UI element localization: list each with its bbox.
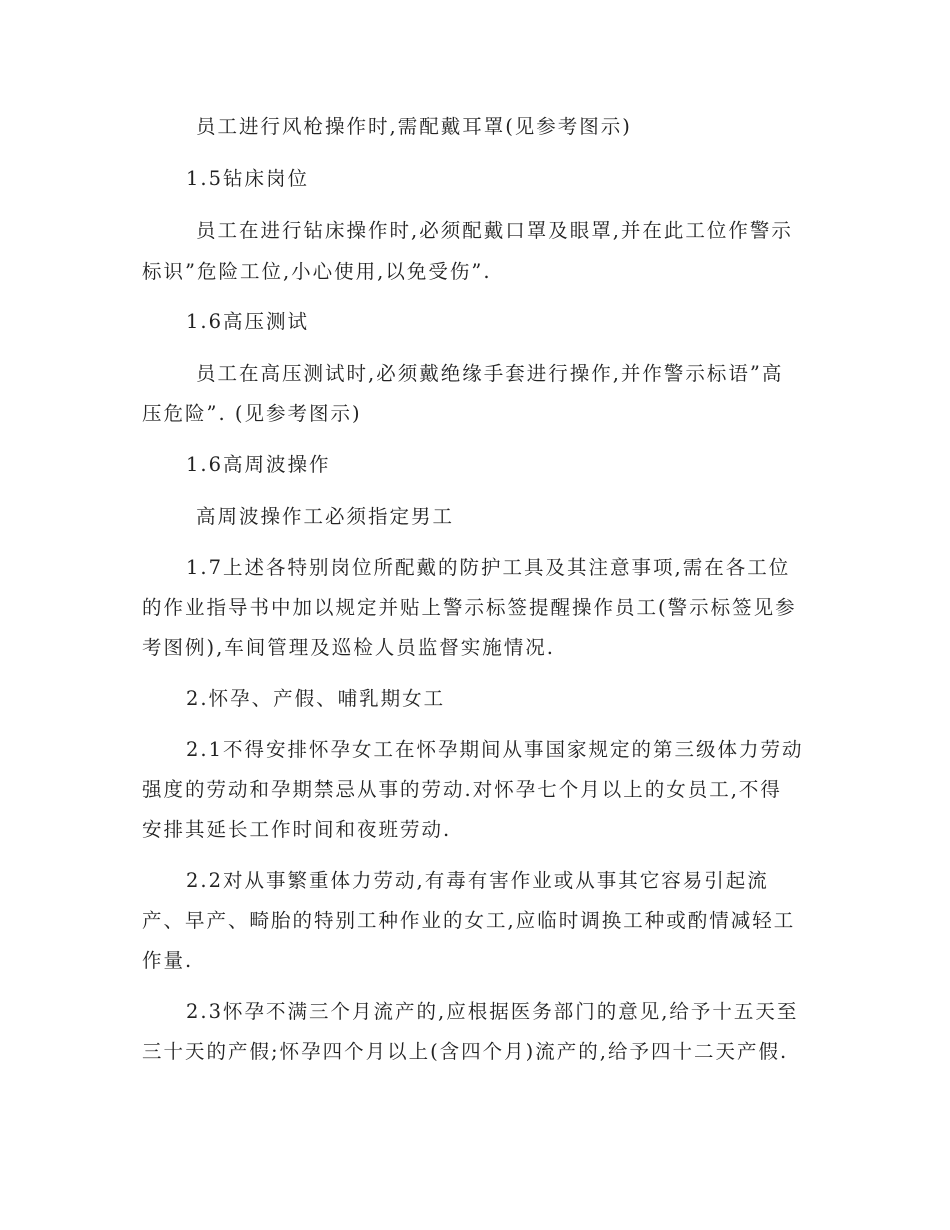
- paragraph-line: 员工进行风枪操作时,需配戴耳罩(见参考图示): [196, 115, 632, 138]
- section-heading-1-6b: 1.6高周波操作: [186, 453, 331, 476]
- paragraph-line: 安排其延长工作时间和夜班劳动.: [142, 818, 452, 841]
- paragraph-line: 压危险”. (见参考图示): [142, 402, 362, 425]
- paragraph-line: 员工在高压测试时,必须戴绝缘手套进行操作,并作警示标语”高: [196, 362, 784, 385]
- paragraph-line: 员工在进行钻床操作时,必须配戴口罩及眼罩,并在此工位作警示: [196, 219, 793, 242]
- paragraph-line: 1.7上述各特别岗位所配戴的防护工具及其注意事项,需在各工位: [186, 556, 791, 579]
- paragraph-line: 标识”危险工位,小心使用,以免受伤”.: [142, 260, 492, 283]
- paragraph-line: 产、早产、畸胎的特别工种作业的女工,应临时调换工种或酌情减轻工: [142, 909, 796, 932]
- section-heading-1-6: 1.6高压测试: [186, 310, 310, 333]
- paragraph-line: 考图例),车间管理及巡检人员监督实施情况.: [142, 636, 556, 659]
- section-heading-2: 2.怀孕、产假、哺乳期女工: [186, 687, 446, 710]
- section-heading-1-5: 1.5钻床岗位: [186, 167, 310, 190]
- paragraph-line: 2.2对从事繁重体力劳动,有毒有害作业或从事其它容易引起流: [186, 869, 769, 892]
- paragraph-line: 2.1不得安排怀孕女工在怀孕期间从事国家规定的第三级体力劳动: [186, 738, 804, 761]
- paragraph-line: 的作业指导书中加以规定并贴上警示标签提醒操作员工(警示标签见参: [142, 596, 797, 619]
- paragraph-line: 作量.: [142, 949, 194, 972]
- paragraph-line: 高周波操作工必须指定男工: [196, 505, 455, 528]
- paragraph-line: 三十天的产假;怀孕四个月以上(含四个月)流产的,给予四十二天产假.: [142, 1040, 789, 1063]
- paragraph-line: 强度的劳动和孕期禁忌从事的劳动.对怀孕七个月以上的女员工,不得: [142, 778, 782, 801]
- paragraph-line: 2.3怀孕不满三个月流产的,应根据医务部门的意见,给予十五天至: [186, 1000, 799, 1023]
